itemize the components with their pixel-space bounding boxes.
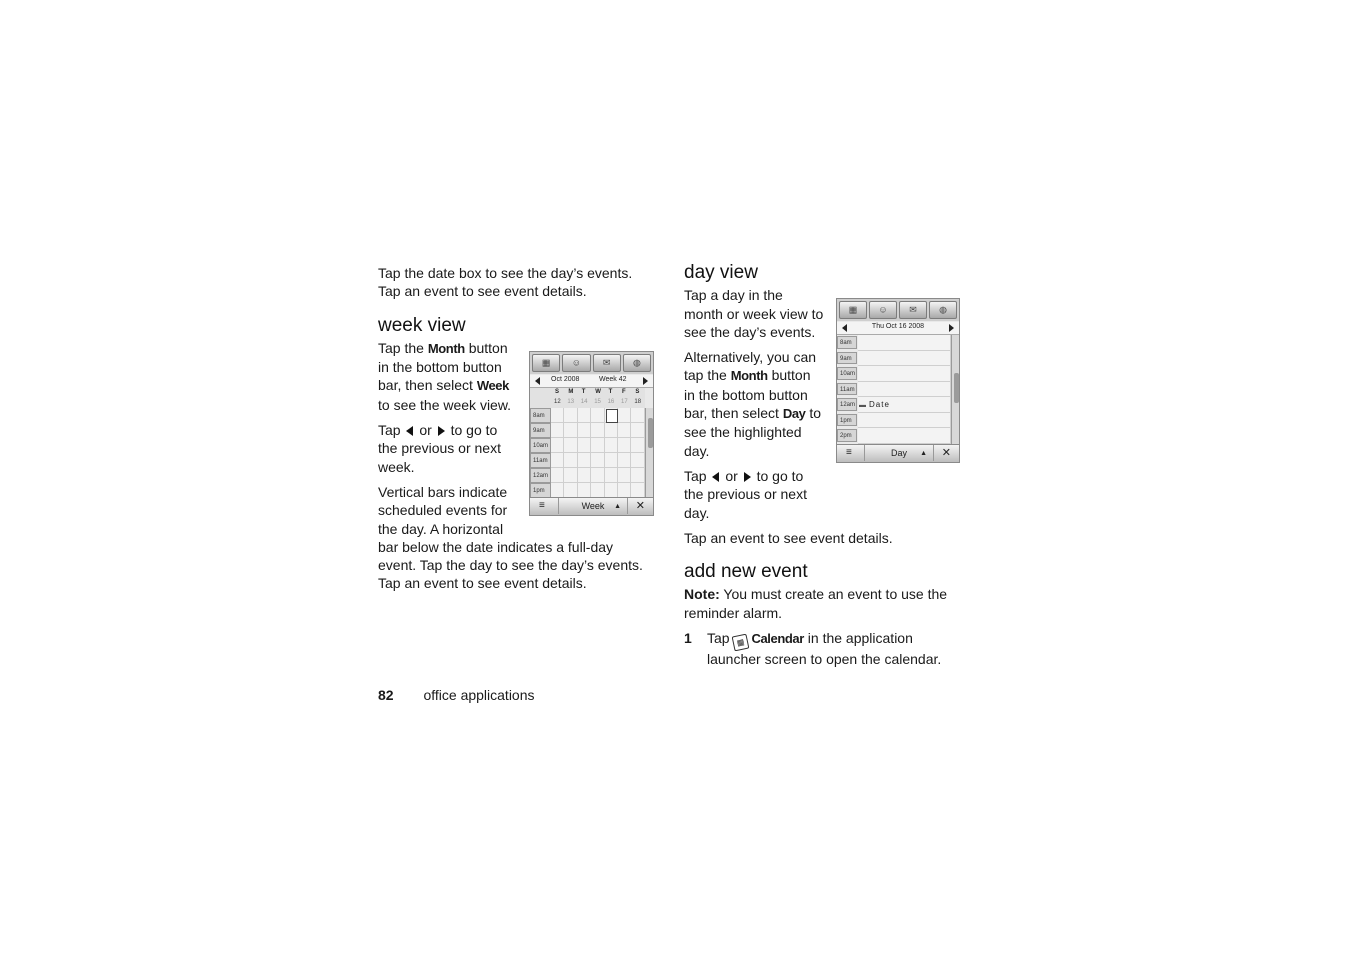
hour-label: 9am [530, 423, 551, 438]
next-day-arrow-icon[interactable] [949, 324, 954, 332]
globe-icon: ◍ [939, 304, 947, 315]
day-view-paragraph-4: Tap an event to see event details. [684, 529, 893, 546]
week-slot[interactable] [578, 408, 591, 423]
week-slot[interactable] [591, 423, 604, 438]
text: to go to the previous or next week. [378, 422, 501, 475]
week-slot[interactable] [618, 483, 631, 498]
day-letter: T [608, 389, 613, 395]
week-slot[interactable] [631, 483, 644, 498]
month-label: Oct 2008 [551, 376, 580, 383]
week-slot[interactable] [564, 468, 577, 483]
globe-icon: ◍ [632, 357, 641, 368]
week-label: Week 42 [599, 376, 627, 383]
step-number: 1 [684, 630, 692, 647]
text: in the application launcher screen to open the calendar. [707, 630, 942, 668]
week-slot[interactable] [631, 423, 644, 438]
day-letter: F [622, 389, 626, 395]
view-select-button[interactable] [558, 498, 628, 514]
bottom-button-bar [530, 497, 653, 515]
note-label: Note: [684, 586, 720, 603]
section-name: office applications [423, 687, 535, 703]
week-keyword: Week [476, 378, 509, 394]
day-view-paragraph-1: Tap a day in the month or week view to see the day’s events. [684, 287, 824, 340]
week-view-paragraph-2 [378, 421, 518, 476]
text: or [721, 467, 742, 484]
browser-tab-button[interactable] [929, 301, 957, 319]
date-cell[interactable]: 16 [607, 399, 615, 405]
week-slot[interactable] [605, 468, 618, 483]
previous-week-arrow-icon[interactable] [535, 377, 540, 385]
week-slot[interactable] [578, 453, 591, 468]
week-slot[interactable] [631, 453, 644, 468]
right-arrow-icon [438, 426, 445, 436]
hour-label: 9am [837, 352, 857, 365]
hour-label: 2pm [837, 429, 857, 442]
hour-label: 11am [837, 383, 857, 396]
day-view-paragraph-3 [684, 467, 824, 522]
menu-icon[interactable]: ≡ [846, 447, 852, 458]
week-view-text [378, 339, 518, 476]
view-select-label: Week [581, 501, 605, 511]
week-slot[interactable] [591, 438, 604, 453]
intro-paragraph: Tap the date box to see the day’s events. Tap an event to see event details. [378, 265, 633, 300]
hour-label: 12am [837, 398, 857, 411]
top-button-bar [530, 352, 653, 374]
week-view-screenshot [529, 351, 654, 516]
week-slot[interactable] [564, 408, 577, 423]
week-slot[interactable] [618, 453, 631, 468]
week-slot[interactable] [618, 408, 631, 423]
date-cell[interactable]: 13 [567, 399, 575, 405]
week-slot[interactable] [564, 438, 577, 453]
page-number: 82 [378, 687, 394, 703]
week-view-paragraph-1 [378, 339, 518, 414]
next-week-arrow-icon[interactable] [643, 377, 648, 385]
week-grid [530, 408, 645, 498]
week-slot[interactable] [551, 453, 564, 468]
calendar-app-icon: ▦ [732, 634, 750, 652]
date-cell[interactable]: 15 [594, 399, 601, 405]
bottom-button-bar [837, 444, 959, 462]
close-icon[interactable]: ✕ [635, 500, 645, 512]
text: Tap [707, 630, 734, 647]
date-label: Thu Oct 16 2008 [871, 323, 925, 330]
hour-label: 12am [530, 468, 551, 483]
event-entry[interactable] [859, 398, 890, 413]
contacts-tab-button[interactable] [562, 354, 590, 372]
week-slot[interactable] [551, 408, 564, 423]
day-slot[interactable] [858, 428, 951, 444]
right-arrow-icon [744, 472, 751, 482]
day-slot[interactable] [858, 351, 951, 367]
add-new-event-heading: add new event [684, 561, 808, 583]
contacts-icon: ☺ [878, 304, 888, 315]
message-tab-button[interactable] [899, 301, 927, 319]
week-slot[interactable] [618, 438, 631, 453]
day-letter: W [595, 389, 601, 395]
day-view-heading: day view [684, 262, 758, 283]
day-scrollbar[interactable] [951, 335, 960, 445]
week-slot[interactable] [564, 423, 577, 438]
week-slot[interactable] [605, 453, 618, 468]
week-slot[interactable] [618, 468, 631, 483]
week-slot[interactable] [551, 438, 564, 453]
calendar-icon: ▦ [848, 304, 858, 315]
week-nav-row [530, 375, 653, 388]
week-slot[interactable] [551, 483, 564, 498]
step-1 [684, 629, 960, 668]
day-view-paragraph-2 [684, 348, 824, 460]
week-view-heading: week view [378, 314, 466, 336]
scroll-thumb[interactable] [648, 418, 653, 448]
week-view-paragraph-3: Vertical bars indicate scheduled events for the day. A horizontal bar below the date indicates a full-day event. Tap the day to see the day’s events. Tap an event to see event details. [378, 483, 654, 593]
text: to see the week view. [378, 396, 512, 413]
contacts-tab-button[interactable] [869, 301, 897, 319]
week-slot[interactable] [605, 483, 618, 498]
hour-label: 1pm [837, 414, 857, 427]
text: Tap [684, 467, 711, 484]
text: button in the bottom button bar, then select [684, 367, 811, 422]
month-keyword: Month [427, 340, 465, 356]
week-slot[interactable] [631, 438, 644, 453]
hour-label: 11am [530, 453, 551, 468]
calendar-keyword: Calendar [751, 631, 804, 647]
scroll-thumb[interactable] [954, 373, 959, 403]
browser-tab-button[interactable] [623, 354, 651, 372]
calendar-icon: ▦ [541, 357, 551, 368]
day-slot[interactable] [858, 413, 951, 429]
date-cell[interactable]: 12 [554, 399, 561, 405]
week-slot[interactable] [578, 438, 591, 453]
text: or [415, 422, 436, 439]
day-keyword: Day [782, 406, 806, 422]
day-slot[interactable] [858, 335, 951, 351]
day-slot[interactable] [858, 366, 951, 382]
week-slot[interactable] [551, 423, 564, 438]
note-text: You must create an event to use the reminder alarm. [684, 586, 948, 621]
day-view-screenshot [836, 298, 960, 463]
week-slot[interactable] [591, 468, 604, 483]
day-nav-row [837, 322, 959, 335]
menu-icon[interactable]: ≡ [539, 500, 545, 511]
caret-up-icon: ▲ [614, 503, 621, 510]
text: button in the bottom button bar, then select [378, 339, 508, 394]
week-scrollbar[interactable] [645, 408, 654, 498]
day-slot[interactable] [858, 382, 951, 398]
day-letter: S [635, 389, 640, 395]
note-paragraph [684, 585, 960, 622]
caret-up-icon: ▲ [920, 450, 927, 457]
close-icon[interactable]: ✕ [941, 447, 951, 459]
date-cell[interactable]: 14 [580, 399, 588, 405]
calendar-tab-button[interactable] [839, 301, 867, 319]
view-select-button[interactable] [864, 445, 934, 461]
week-slot[interactable] [578, 423, 591, 438]
text: Tap the [378, 339, 428, 356]
top-button-bar [837, 299, 959, 321]
view-select-label: Day [890, 448, 907, 458]
hour-label: 10am [530, 438, 551, 453]
week-slot[interactable] [578, 483, 591, 498]
event-icon: ▬ [859, 402, 867, 409]
week-slot[interactable] [631, 468, 644, 483]
month-keyword: Month [730, 368, 768, 384]
calendar-tab-button[interactable] [532, 354, 560, 372]
week-slot[interactable] [551, 468, 564, 483]
left-arrow-icon [406, 426, 413, 436]
week-slot[interactable] [631, 408, 644, 423]
hour-label: 10am [837, 367, 857, 380]
hour-label: 8am [530, 408, 551, 423]
day-letter: T [581, 389, 586, 395]
message-tab-button[interactable] [593, 354, 621, 372]
week-slot[interactable] [618, 423, 631, 438]
hour-label: 1pm [530, 483, 551, 498]
envelope-icon: ✉ [602, 357, 611, 368]
text: to go to the previous or next day. [684, 467, 807, 521]
week-slot[interactable] [591, 453, 604, 468]
day-grid [837, 335, 951, 445]
text: Tap [378, 422, 405, 439]
week-slot[interactable] [564, 453, 577, 468]
selected-day-highlight[interactable] [606, 409, 618, 423]
date-cell[interactable]: 17 [621, 399, 628, 405]
contacts-icon: ☺ [571, 357, 581, 368]
footer [378, 686, 535, 704]
hour-label: 8am [837, 336, 857, 349]
event-title: Date [869, 400, 890, 409]
day-view-text [684, 286, 824, 522]
text: to see the highlighted day. [684, 405, 822, 459]
left-arrow-icon [712, 472, 719, 482]
date-cell[interactable]: 18 [634, 399, 642, 405]
day-letter: M [568, 389, 574, 395]
week-day-header [530, 388, 645, 408]
text: Alternatively, you can tap the [684, 349, 817, 384]
week-slot[interactable] [591, 483, 604, 498]
day-letter: S [555, 389, 560, 395]
week-slot[interactable] [605, 423, 618, 438]
week-slot[interactable] [605, 438, 618, 453]
envelope-icon: ✉ [909, 304, 917, 315]
week-slot[interactable] [578, 468, 591, 483]
week-slot[interactable] [591, 408, 604, 423]
week-slot[interactable] [564, 483, 577, 498]
